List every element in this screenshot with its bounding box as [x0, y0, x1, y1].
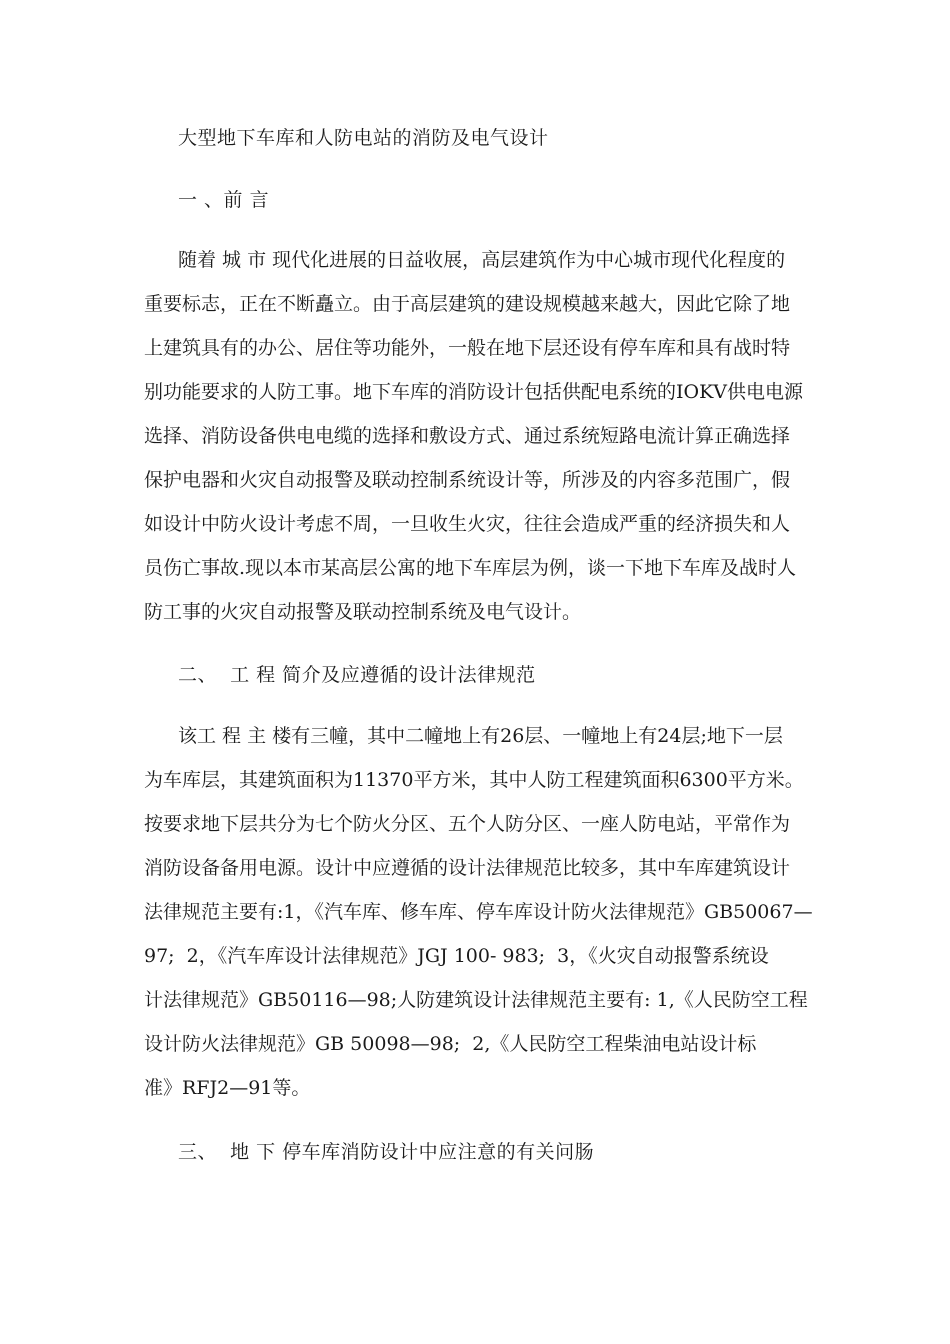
paragraph-line: 法律规范主要有:1，《汽车库、修车库、停车库设计防火法律规范》GB50067—	[144, 901, 813, 923]
paragraph-line: 为车库层，其建筑面积为11370平方米，其中人防工程建筑面积6300平方米。	[144, 769, 804, 791]
section-2-paragraph	[144, 714, 814, 1110]
paragraph-line: 计法律规范》GB50116—98;人防建筑设计法律规范主要有: 1,《人民防空工程	[144, 989, 808, 1011]
section-3-heading: 三、 地 下 停车库消防设计中应注意的有关问肠	[178, 1141, 595, 1163]
paragraph-line: 97; 2，《汽车库设计法律规范》JGJ 100- 983; 3，《火灾自动报警系统设	[144, 945, 769, 967]
paragraph-line: 准》RFJ2—91等。	[144, 1077, 311, 1099]
paragraph-line: 员伤亡事故.现以本市某高层公寓的地下车库层为例，谈一下地下车库及战时人	[144, 557, 797, 579]
document-title: 大型地下车库和人防电站的消防及电气设计	[178, 127, 549, 149]
paragraph-line: 保护电器和火灾自动报警及联动控制系统设计等，所涉及的内容多范围广，假	[144, 469, 791, 491]
paragraph-line: 防工事的火灾自动报警及联动控制系统及电气设计。	[144, 601, 582, 623]
paragraph-line: 别功能要求的人防工事。地下车库的消防设计包括供配电系统的IOKV供电电源	[144, 381, 803, 403]
section-1-heading: 一 、前 言	[178, 189, 270, 211]
paragraph-line: 设计防火法律规范》GB 50098—98; 2,《人民防空工程柴油电站设计标	[144, 1033, 757, 1055]
paragraph-line: 随着 城 市 现代化进展的日益收展，高层建筑作为中心城市现代化程度的	[178, 249, 786, 271]
paragraph-line: 该工 程 主 楼有三幢，其中二幢地上有26层、一幢地上有24层;地下一层	[178, 725, 783, 747]
paragraph-line: 按要求地下层共分为七个防火分区、五个人防分区、一座人防电站，平常作为	[144, 813, 791, 835]
paragraph-line: 上建筑具有的办公、居住等功能外，一般在地下层还设有停车库和具有战时特	[144, 337, 791, 359]
section-2-heading: 二、 工 程 简介及应遵循的设计法律规范	[178, 664, 536, 686]
paragraph-line: 重要标志，正在不断矗立。由于高层建筑的建设规模越来越大，因此它除了地	[144, 293, 791, 315]
section-1-paragraph	[144, 238, 814, 634]
paragraph-line: 选择、消防设备供电电缆的选择和敷设方式、通过系统短路电流计算正确选择	[144, 425, 791, 447]
paragraph-line: 如设计中防火设计考虑不周，一旦收生火灾，往往会造成严重的经济损失和人	[144, 513, 791, 535]
paragraph-line: 消防设备备用电源。设计中应遵循的设计法律规范比较多，其中车库建筑设计	[144, 857, 791, 879]
